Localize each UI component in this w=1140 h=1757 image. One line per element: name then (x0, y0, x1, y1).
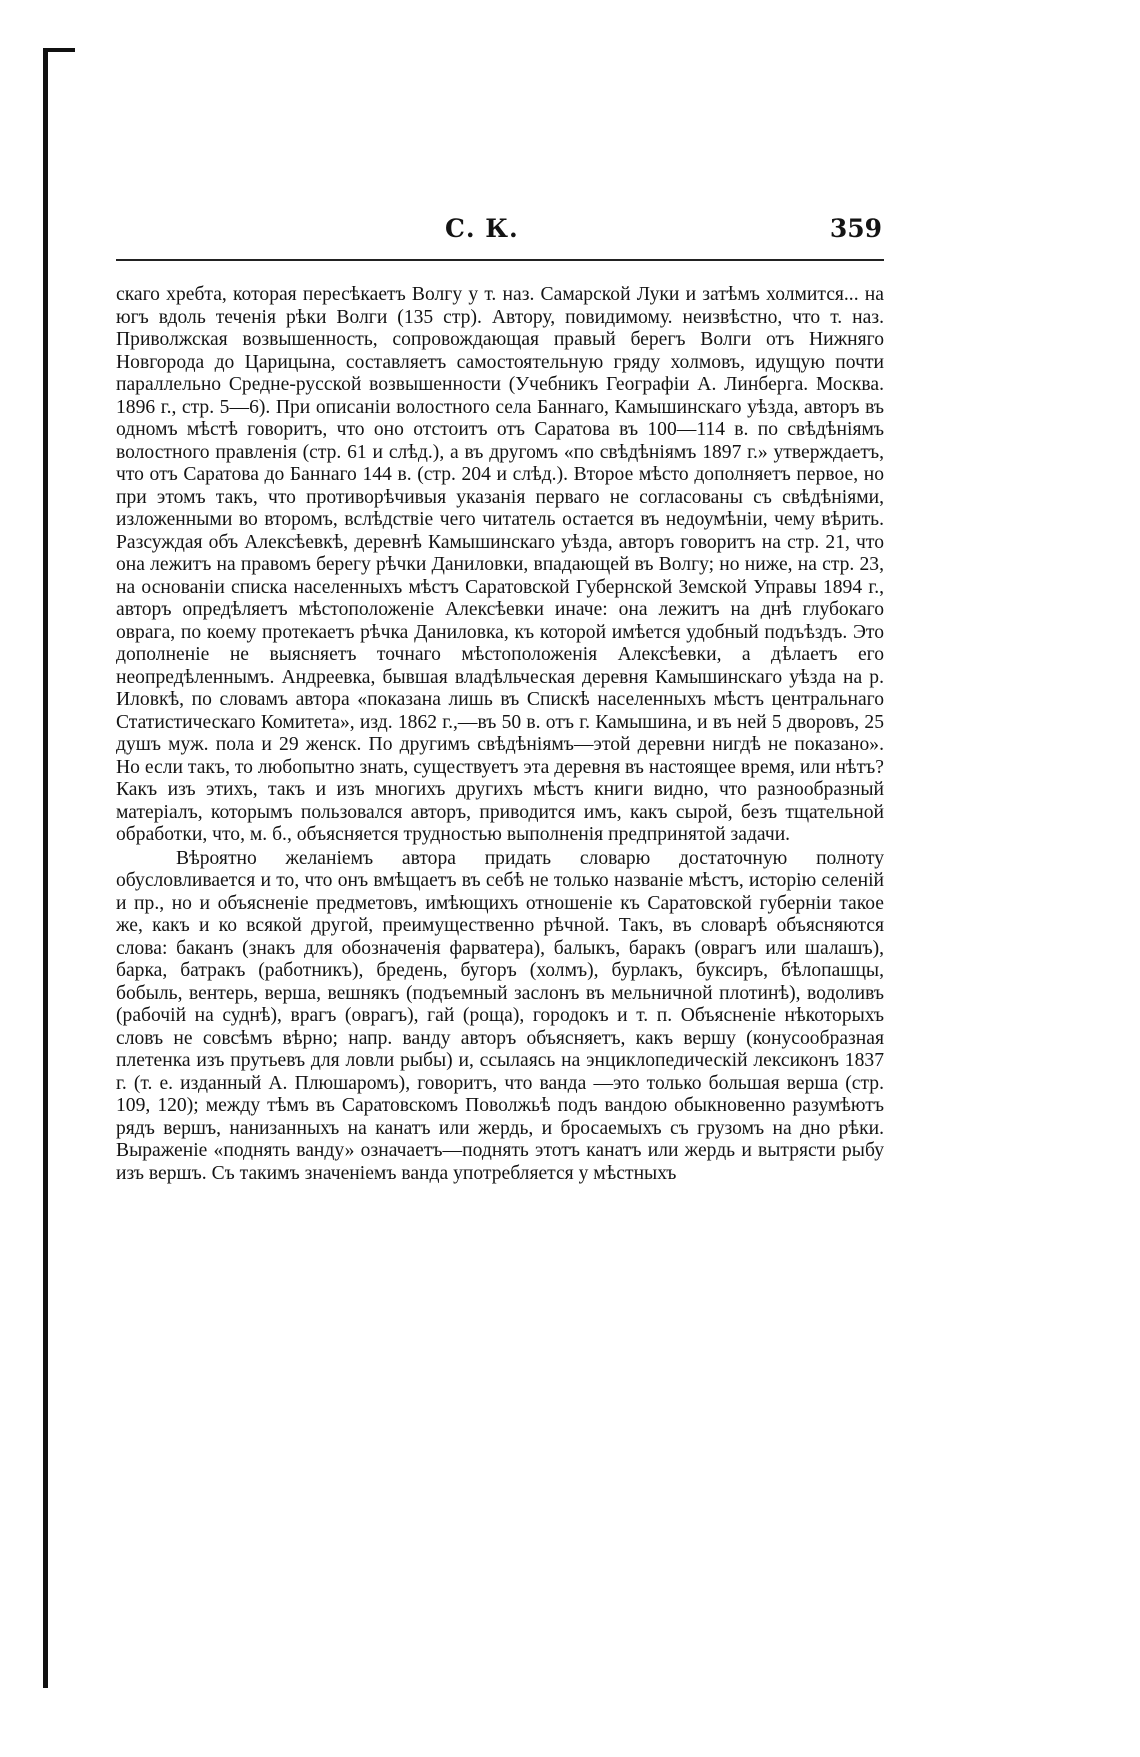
header-rule (116, 259, 884, 261)
scan-binding-edge (43, 48, 48, 1688)
page-header (120, 214, 882, 250)
paragraph-1: скаго хребта, которая пересѣкаетъ Волгу у т. наз. Самарской Луки и затѣмъ холмится... на югъ вдоль теченія рѣки Волги (135 стр). Автору, повидимому. неизвѣстно, что т. наз. Приволжская возвышенность, сопровождающая правый берегъ Волги отъ Нижняго Новгорода до Царицына, составляетъ самостоятельную гряду холмовъ, идущую почти параллельно Средне-русской возвышенности (Учебникъ Географіи А. Линберга. Москва. 1896 г., стр. 5—6). При описаніи волостного села Баннаго, Камышинскаго уѣзда, авторъ въ одномъ мѣстѣ говоритъ, что оно отстоитъ отъ Саратова въ 100—114 в. по свѣдѣніямъ волостного правленія (стр. 61 и слѣд.), а въ другомъ «по свѣдѣніямъ 1897 г.» утверждаетъ, что отъ Саратова до Баннаго 144 в. (стр. 204 и слѣд.). Второе мѣсто дополняетъ первое, но при этомъ такъ, что противорѣчивыя указанія перваго не согласованы съ свѣдѣніями, изложенными во второмъ, вслѣдствіе чего читатель остается въ недоумѣніи, чему вѣрить. Разсуждая объ Алексѣевкѣ, деревнѣ Камышинскаго уѣзда, авторъ говоритъ на стр. 21, что она лежитъ на правомъ берегу рѣчки Даниловки, впадающей въ Волгу; но ниже, на стр. 23, на основаніи списка населенныхъ мѣстъ Саратовской Губернской Земской Управы 1894 г., авторъ опредѣляетъ мѣстоположеніе Алексѣевки иначе: она лежитъ на днѣ глубокаго оврага, по коему протекаетъ рѣчка Даниловка, къ которой имѣется удобный подъѣздъ. Это дополненіе не выясняетъ точнаго мѣстоположенія Алексѣевки, а дѣлаетъ его неопредѣленнымъ. Андреевка, бывшая владѣльческая деревня Камышинскаго уѣзда на р. Иловкѣ, по словамъ автора «показана лишь въ Спискѣ населенныхъ мѣстъ центральнаго Статистическаго Комитета», изд. 1862 г.,—въ 50 в. отъ г. Камышина, и въ ней 5 дворовъ, 25 душъ муж. пола и 29 женск. По другимъ свѣдѣніямъ—этой деревни нигдѣ не показано». Но если такъ, то любопытно знать, существуетъ эта деревня въ настоящее время, или нѣтъ? Какъ изъ этихъ, такъ и изъ многихъ другихъ мѣстъ книги видно, что разнообразный матеріалъ, которымъ пользовался авторъ, приводится имъ, какъ сырой, безъ тщательной обработки, что, м. б., объясняется трудностью выполненія предпринятой задачи. (116, 284, 884, 845)
paragraph-2: Вѣроятно желаніемъ автора придать словарю достаточную полноту обусловливается и то, что онъ вмѣщаетъ въ себѣ не только названіе мѣстъ, исторію селеній и пр., но и объясненіе предметовъ, имѣющихъ отношеніе къ Саратовской губерніи такое же, какъ и ко всякой другой, преимущественно рѣчной. Такъ, въ словарѣ объясняются слова: баканъ (знакъ для обозначенія фарватера), балыкъ, баракъ (оврагъ или шалашъ), барка, батракъ (работникъ), бредень, бугоръ (холмъ), бурлакъ, буксиръ, бѣлопашцы, бобыль, вентерь, верша, вешнякъ (подъемный заслонъ въ мельничной плотинѣ), водоливъ (рабочій на суднѣ), врагъ (оврагъ), гай (роща), городокъ и т. п. Объясненіе нѣкоторыхъ словъ не совсѣмъ вѣрно; напр. ванду авторъ объясняетъ, какъ вершу (конусообразная плетенка изъ прутьевъ для ловли рыбы) и, ссылаясь на энциклопедическій лексиконъ 1837 г. (т. е. изданный А. Плюшаромъ), говоритъ, что ванда —это только большая верша (стр. 109, 120); между тѣмъ въ Саратовскомъ Поволжьѣ подъ вандою обыкновенно разумѣютъ рядъ вершъ, нанизанныхъ на канатъ или жердь, и бросаемыхъ съ грузомъ на дно рѣки. Выраженіе «поднять ванду» означаетъ—поднять этотъ канатъ или жердь и вытрясти рыбу изъ вершъ. Съ такимъ значеніемъ ванда употребляется у мѣстныхъ (116, 847, 884, 1184)
page-number: 359 (829, 214, 882, 243)
running-head: С. К. (445, 214, 519, 243)
body-text (116, 284, 884, 1185)
